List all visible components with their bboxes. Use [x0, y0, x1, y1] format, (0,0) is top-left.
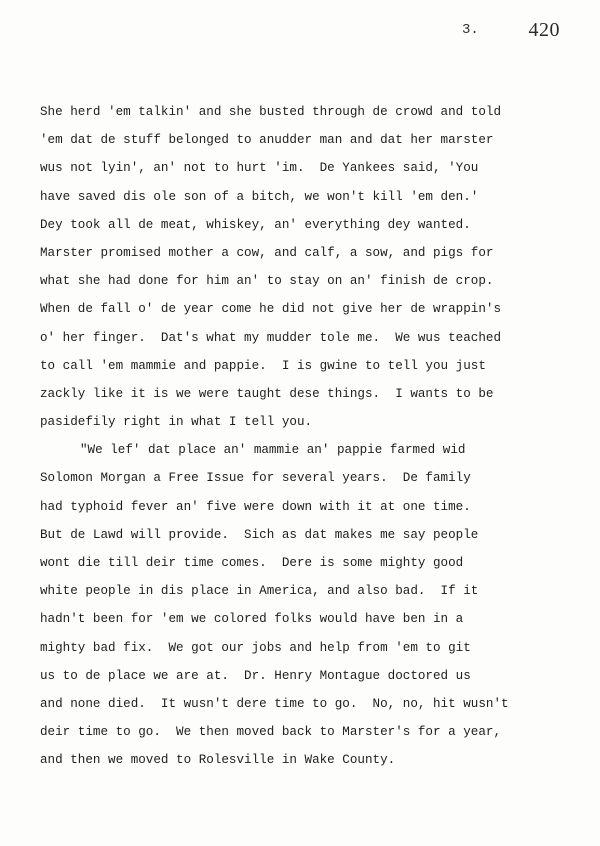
folio-number: 420	[528, 19, 560, 41]
text-line: us to de place we are at. Dr. Henry Montague doctored us	[40, 668, 471, 683]
body-text	[40, 98, 585, 775]
text-line: deir time to go. We then moved back to Marster's for a year,	[40, 725, 502, 740]
text-line: had typhoid fever an' five were down with it at one time.	[40, 499, 471, 514]
text-line: Dey took all de meat, whiskey, an' everything dey wanted.	[40, 217, 471, 232]
page-number: 3.	[462, 22, 479, 38]
text-line: wont die till deir time comes. Dere is some mighty good	[40, 556, 464, 570]
text-line: to call 'em mammie and pappie. I is gwine to tell you just	[40, 358, 486, 373]
text-line: white people in dis place in America, and also bad. If it	[40, 584, 479, 599]
text-line: Marster promised mother a cow, and calf, a sow, and pigs for	[40, 245, 494, 260]
text-line: zackly like it is we were taught dese things. I wants to be	[40, 386, 494, 401]
text-line: "We lef' dat place an' mammie an' pappie farmed wid	[80, 443, 466, 458]
text-line: 'em dat de stuff belonged to anudder man and dat her marster	[40, 133, 494, 148]
text-line: Solomon Morgan a Free Issue for several years. De family	[40, 471, 471, 486]
text-line: o' her finger. Dat's what my mudder tole me. We wus teached	[40, 330, 502, 345]
text-line: But de Lawd will provide. Sich as dat makes me say people	[40, 527, 479, 542]
paragraph-1	[40, 98, 585, 436]
text-line: pasidefily right in what I tell you.	[40, 415, 313, 430]
text-line: have saved dis ole son of a bitch, we won't kill 'em den.'	[40, 189, 479, 204]
text-line: hadn't been for 'em we colored folks would have ben in a	[40, 612, 464, 627]
text-line: wus not lyin', an' not to hurt 'im. De Yankees said, 'You	[40, 161, 479, 176]
text-line: She herd 'em talkin' and she busted through de crowd and told	[40, 105, 502, 119]
text-line: mighty bad fix. We got our jobs and help from 'em to git	[40, 640, 471, 655]
text-line: and then we moved to Rolesville in Wake County.	[40, 753, 396, 768]
text-line: what she had done for him an' to stay on an' finish de crop.	[40, 274, 494, 289]
text-line: and none died. It wusn't dere time to go. No, no, hit wusn't	[40, 696, 509, 711]
text-line: When de fall o' de year come he did not give her de wrappin's	[40, 302, 502, 317]
paragraph-2	[40, 436, 585, 774]
